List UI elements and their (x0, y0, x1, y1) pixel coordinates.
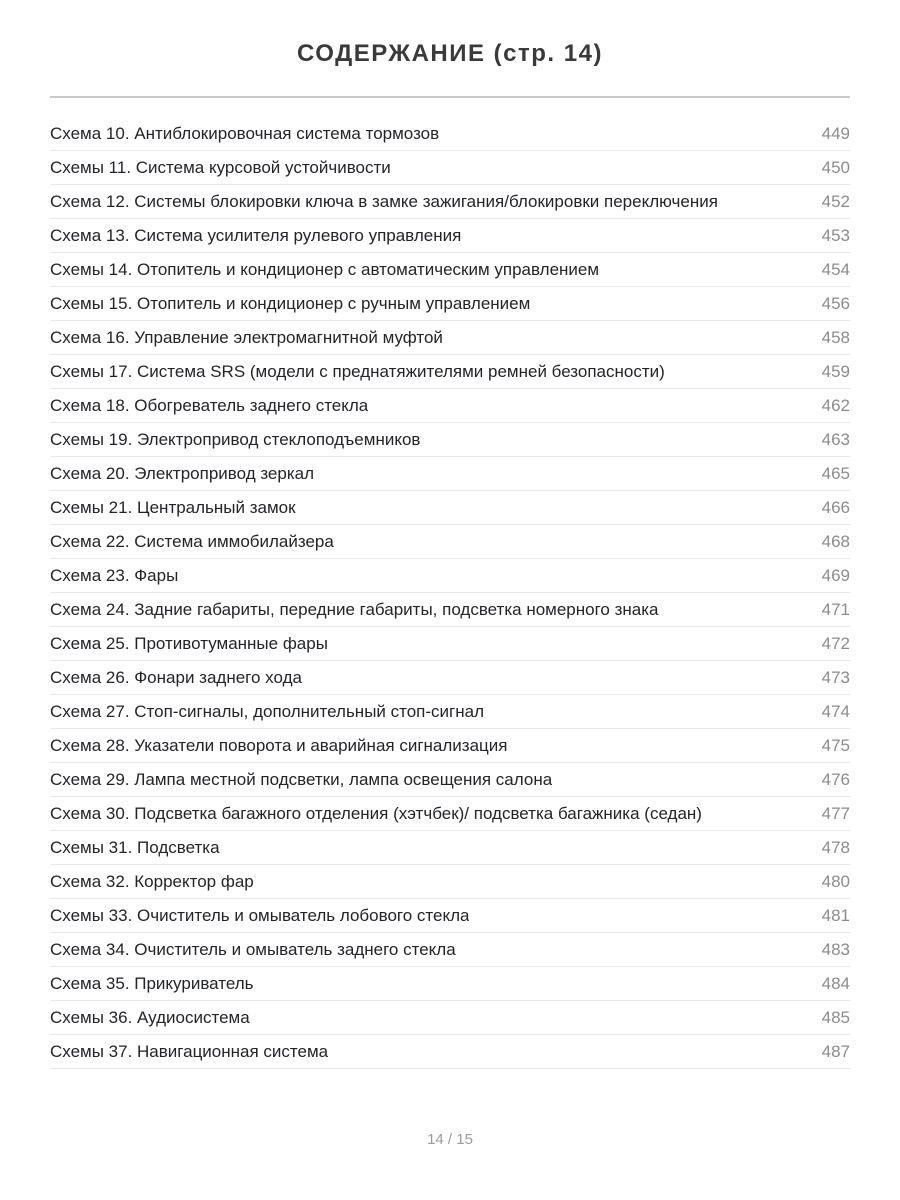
toc-row[interactable] (50, 899, 850, 933)
toc-item-page: 485 (821, 1007, 850, 1027)
toc-row[interactable] (50, 729, 850, 763)
toc-row[interactable] (50, 525, 850, 559)
toc-item-page: 472 (821, 633, 850, 653)
toc-item-page: 449 (821, 123, 850, 143)
toc-item-page: 474 (821, 701, 850, 721)
toc-item-label: Схемы 14. Отопитель и кондиционер с автоматическим управлением (50, 259, 600, 279)
toc-row[interactable] (50, 389, 850, 423)
toc-item-label: Схема 18. Обогреватель заднего стекла (50, 395, 369, 415)
toc-item-label: Схема 13. Система усилителя рулевого управления (50, 225, 462, 245)
header-rule-divider (50, 96, 850, 98)
toc-item-label: Схемы 31. Подсветка (50, 837, 220, 857)
toc-item-page: 481 (821, 905, 850, 925)
toc-header (0, 0, 900, 68)
toc-item-page: 452 (821, 191, 850, 211)
toc-item-page: 450 (821, 157, 850, 177)
toc-item-label: Схема 20. Электропривод зеркал (50, 463, 315, 483)
toc-row[interactable] (50, 423, 850, 457)
toc-item-page: 454 (821, 259, 850, 279)
toc-row[interactable] (50, 253, 850, 287)
toc-row[interactable] (50, 287, 850, 321)
toc-row[interactable] (50, 457, 850, 491)
toc-row[interactable] (50, 763, 850, 797)
toc-row[interactable] (50, 321, 850, 355)
toc-row[interactable] (50, 151, 850, 185)
toc-item-label: Схемы 33. Очиститель и омыватель лобового стекла (50, 905, 470, 925)
toc-row[interactable] (50, 185, 850, 219)
toc-row[interactable] (50, 967, 850, 1001)
toc-item-page: 478 (821, 837, 850, 857)
toc-item-label: Схема 16. Управление электромагнитной муфтой (50, 327, 443, 347)
toc-item-page: 477 (821, 803, 850, 823)
toc-row[interactable] (50, 593, 850, 627)
toc-item-page: 468 (821, 531, 850, 551)
toc-item-page: 471 (821, 599, 850, 619)
toc-item-page: 480 (821, 871, 850, 891)
toc-item-label: Схема 32. Корректор фар (50, 871, 254, 891)
toc-item-label: Схема 24. Задние габариты, передние габариты, подсветка номерного знака (50, 599, 659, 619)
toc-item-page: 462 (821, 395, 850, 415)
toc-item-page: 484 (821, 973, 850, 993)
toc-item-label: Схема 25. Противотуманные фары (50, 633, 328, 653)
toc-row[interactable] (50, 695, 850, 729)
toc-item-label: Схема 26. Фонари заднего хода (50, 667, 302, 687)
toc-row[interactable] (50, 219, 850, 253)
toc-item-label: Схема 35. Прикуриватель (50, 973, 254, 993)
toc-item-label: Схема 34. Очиститель и омыватель заднего стекла (50, 939, 456, 959)
toc-row[interactable] (50, 1035, 850, 1069)
toc-item-label: Схема 28. Указатели поворота и аварийная сигнализация (50, 735, 508, 755)
toc-row[interactable] (50, 355, 850, 389)
toc-row[interactable] (50, 831, 850, 865)
toc-row[interactable] (50, 797, 850, 831)
toc-item-label: Схема 27. Стоп-сигналы, дополнительный стоп-сигнал (50, 701, 485, 721)
toc-item-page: 459 (821, 361, 850, 381)
toc-item-label: Схема 23. Фары (50, 565, 179, 585)
toc-item-label: Схема 10. Антиблокировочная система тормозов (50, 123, 440, 143)
toc-row[interactable] (50, 627, 850, 661)
toc-item-label: Схема 22. Система иммобилайзера (50, 531, 334, 551)
toc-item-page: 476 (821, 769, 850, 789)
toc-item-label: Схема 30. Подсветка багажного отделения (хэтчбек)/ подсветка багажника (седан) (50, 803, 702, 823)
toc-item-label: Схемы 17. Система SRS (модели с преднатяжителями ремней безопасности) (50, 361, 665, 381)
toc-item-label: Схема 29. Лампа местной подсветки, лампа освещения салона (50, 769, 553, 789)
toc-item-page: 463 (821, 429, 850, 449)
toc-item-page: 458 (821, 327, 850, 347)
toc-row[interactable] (50, 117, 850, 151)
toc-item-page: 466 (821, 497, 850, 517)
toc-item-page: 475 (821, 735, 850, 755)
toc-item-label: Схемы 19. Электропривод стеклоподъемников (50, 429, 421, 449)
toc-item-page: 483 (821, 939, 850, 959)
toc-item-label: Схемы 11. Система курсовой устойчивости (50, 157, 391, 177)
page-indicator: 14 / 15 (427, 1131, 473, 1148)
toc-item-page: 473 (821, 667, 850, 687)
toc-item-page: 465 (821, 463, 850, 483)
toc-item-label: Схемы 15. Отопитель и кондиционер с ручным управлением (50, 293, 531, 313)
toc-row[interactable] (50, 933, 850, 967)
toc-item-page: 487 (821, 1041, 850, 1061)
toc-row[interactable] (50, 865, 850, 899)
toc-row[interactable] (50, 559, 850, 593)
toc-item-label: Схемы 21. Центральный замок (50, 497, 296, 517)
toc-item-page: 469 (821, 565, 850, 585)
toc-item-label: Схемы 37. Навигационная система (50, 1041, 329, 1061)
toc-item-label: Схемы 36. Аудиосистема (50, 1007, 250, 1027)
toc-row[interactable] (50, 661, 850, 695)
toc-row[interactable] (50, 491, 850, 525)
toc-item-page: 453 (821, 225, 850, 245)
toc-row[interactable] (50, 1001, 850, 1035)
toc-list (50, 117, 850, 1069)
page-title: СОДЕРЖАНИЕ (стр. 14) (297, 40, 603, 67)
toc-item-label: Схема 12. Системы блокировки ключа в замке зажигания/блокировки переключения (50, 191, 718, 211)
toc-item-page: 456 (821, 293, 850, 313)
